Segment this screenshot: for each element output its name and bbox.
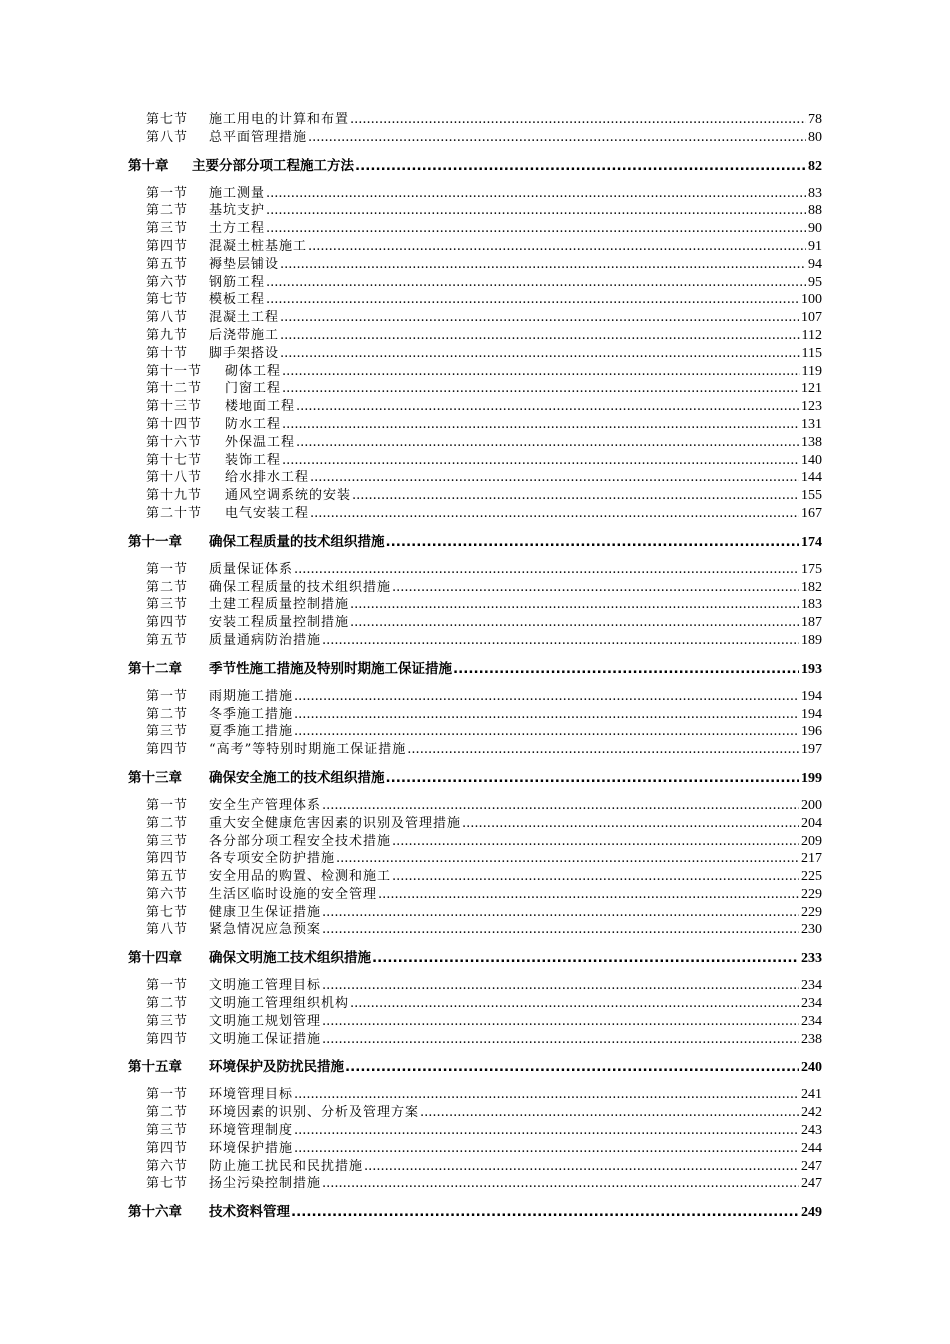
- page-number: 78: [808, 112, 822, 127]
- section-title: 环境管理目标 .....: [209, 1086, 822, 1104]
- section-title: 安全用品的购置、检测和施工 .....: [209, 868, 822, 886]
- toc-section-entry[interactable]: [0, 850, 950, 868]
- toc-section-entry[interactable]: [0, 185, 950, 203]
- page-number: 95: [808, 274, 822, 290]
- page-number: 112: [801, 327, 822, 343]
- section-title: 文明施工保证措施 .....: [209, 1031, 822, 1049]
- toc-section-entry[interactable]: [0, 487, 950, 505]
- section-title: 安全生产管理体系 .....: [209, 797, 822, 815]
- page-number: 247: [801, 1176, 822, 1192]
- section-title: 褥垫层铺设 .....: [209, 256, 822, 274]
- toc-section-entry[interactable]: [0, 1013, 950, 1031]
- section-title: 防水工程 .....: [225, 416, 822, 434]
- toc-section-entry[interactable]: [0, 505, 950, 523]
- section-title: 冬季施工措施 .....: [209, 706, 822, 724]
- chapter-number: 第十五章: [128, 1059, 182, 1076]
- toc-section-entry[interactable]: [0, 1122, 950, 1140]
- page-number: 82: [808, 158, 822, 174]
- section-number: 第十一节: [146, 363, 203, 379]
- table-of-contents: [0, 111, 950, 1231]
- section-number: 第四节: [146, 851, 189, 867]
- page-number: 83: [808, 185, 822, 201]
- section-title: 混凝土工程 .....: [209, 309, 822, 327]
- page-number: 200: [801, 797, 822, 813]
- toc-section-entry[interactable]: [0, 220, 950, 238]
- page-number: 182: [801, 579, 822, 595]
- page-number: 234: [801, 1013, 822, 1029]
- section-number: 第十三节: [146, 399, 203, 415]
- toc-section-entry[interactable]: [0, 921, 950, 939]
- chapter-title: 环境保护及防扰民措施 .....: [209, 1058, 822, 1077]
- toc-section-entry[interactable]: [0, 596, 950, 614]
- chapter-number: 第十四章: [128, 950, 182, 967]
- page-number: 229: [801, 904, 822, 920]
- section-title: 装饰工程 .....: [225, 452, 822, 470]
- page-number: 194: [801, 706, 822, 722]
- section-number: 第三节: [146, 833, 189, 849]
- chapter-title: 确保文明施工技术组织措施 .....: [209, 949, 822, 968]
- section-number: 第一节: [146, 1087, 189, 1103]
- page-number: 94: [808, 256, 822, 272]
- section-title: 扬尘污染控制措施 .....: [209, 1175, 822, 1193]
- section-title: 雨期施工措施 .....: [209, 688, 822, 706]
- toc-section-entry[interactable]: [0, 741, 950, 759]
- section-number: 第二节: [146, 203, 189, 219]
- page-number: 140: [801, 452, 822, 468]
- toc-section-entry[interactable]: [0, 469, 950, 487]
- toc-section-entry[interactable]: [0, 886, 950, 904]
- chapter-title: 技术资料管理 .....: [209, 1203, 822, 1222]
- section-title: 楼地面工程 .....: [225, 398, 822, 416]
- section-title: “高考”等特别时期施工保证措施 .....: [209, 741, 822, 759]
- chapter-number: 第十一章: [128, 533, 182, 550]
- page-number: 80: [808, 129, 822, 145]
- page-number: 91: [808, 238, 822, 254]
- page-number: 187: [801, 615, 822, 631]
- section-title: 环境因素的识别、分析及管理方案 .....: [209, 1104, 822, 1122]
- section-number: 第一节: [146, 688, 189, 704]
- toc-section-entry[interactable]: [0, 995, 950, 1013]
- page-number: 199: [801, 770, 822, 786]
- chapter-number: 第十二章: [128, 660, 182, 677]
- section-number: 第六节: [146, 886, 189, 902]
- page-number: 225: [801, 869, 822, 885]
- toc-section-entry[interactable]: [0, 274, 950, 292]
- section-number: 第二节: [146, 706, 189, 722]
- section-title: 通风空调系统的安装 .....: [225, 487, 822, 505]
- section-title: 土建工程质量控制措施 .....: [209, 596, 822, 614]
- section-title: 土方工程 .....: [209, 220, 822, 238]
- section-number: 第四节: [146, 742, 189, 758]
- section-title: 安装工程质量控制措施 .....: [209, 614, 822, 632]
- section-title: 模板工程 .....: [209, 291, 822, 309]
- chapter-number: 第十章: [128, 157, 169, 174]
- section-title: 质量保证体系 .....: [209, 561, 822, 579]
- toc-chapter-entry[interactable]: [0, 1203, 950, 1222]
- section-title: 文明施工管理目标 .....: [209, 977, 822, 995]
- section-number: 第一节: [146, 185, 189, 201]
- section-title: 生活区临时设施的安全管理 .....: [209, 886, 822, 904]
- page-number: 230: [801, 922, 822, 938]
- section-number: 第十七节: [146, 452, 203, 468]
- page-number: 131: [801, 416, 822, 432]
- section-title: 防止施工扰民和民扰措施 .....: [209, 1158, 822, 1176]
- section-number: 第八节: [146, 922, 189, 938]
- section-number: 第八节: [146, 310, 189, 326]
- toc-section-entry[interactable]: [0, 416, 950, 434]
- toc-section-entry[interactable]: [0, 291, 950, 309]
- section-title: 环境保护措施 .....: [209, 1140, 822, 1158]
- page-number: 244: [801, 1140, 822, 1156]
- toc-chapter-entry[interactable]: [0, 1058, 950, 1077]
- section-title: 施工测量 .....: [209, 185, 822, 203]
- section-number: 第二节: [146, 579, 189, 595]
- page-number: 88: [808, 203, 822, 219]
- chapter-number: 第十六章: [128, 1204, 182, 1221]
- section-number: 第十六节: [146, 434, 203, 450]
- section-title: 钢筋工程 .....: [209, 274, 822, 292]
- section-number: 第七节: [146, 904, 189, 920]
- toc-section-entry[interactable]: [0, 380, 950, 398]
- toc-section-entry[interactable]: [0, 977, 950, 995]
- toc-chapter-entry[interactable]: [0, 949, 950, 968]
- page-number: 138: [801, 434, 822, 450]
- section-title: 门窗工程 .....: [225, 380, 822, 398]
- section-number: 第四节: [146, 1031, 189, 1047]
- section-number: 第十四节: [146, 416, 203, 432]
- page-number: 193: [801, 661, 822, 677]
- page-number: 115: [801, 345, 822, 361]
- section-number: 第九节: [146, 327, 189, 343]
- section-title: 文明施工管理组织机构 .....: [209, 995, 822, 1013]
- page-number: 144: [801, 470, 822, 486]
- page-number: 197: [801, 742, 822, 758]
- section-title: 紧急情况应急预案 .....: [209, 921, 822, 939]
- section-number: 第三节: [146, 221, 189, 237]
- toc-section-entry[interactable]: [0, 797, 950, 815]
- section-number: 第六节: [146, 1158, 189, 1174]
- page-number: 175: [801, 561, 822, 577]
- page-number: 217: [801, 851, 822, 867]
- section-number: 第十九节: [146, 488, 203, 504]
- section-number: 第三节: [146, 597, 189, 613]
- chapter-title: 季节性施工措施及特别时期施工保证措施 .....: [209, 660, 822, 679]
- section-title: 确保工程质量的技术组织措施 .....: [209, 579, 822, 597]
- section-title: 砌体工程 .....: [225, 363, 822, 381]
- section-number: 第二十节: [146, 505, 203, 521]
- page-number: 229: [801, 886, 822, 902]
- toc-section-entry[interactable]: [0, 561, 950, 579]
- chapter-title: 主要分部分项工程施工方法 .....: [192, 157, 822, 176]
- section-title: 质量通病防治措施 .....: [209, 632, 822, 650]
- page-number: 167: [801, 505, 822, 521]
- page-number: 240: [801, 1060, 822, 1076]
- toc-section-entry[interactable]: [0, 202, 950, 220]
- toc-section-entry[interactable]: [0, 706, 950, 724]
- page-number: 241: [801, 1087, 822, 1103]
- section-number: 第三节: [146, 724, 189, 740]
- toc-section-entry[interactable]: [0, 688, 950, 706]
- section-number: 第二节: [146, 996, 189, 1012]
- toc-section-entry[interactable]: [0, 363, 950, 381]
- page-number: 238: [801, 1031, 822, 1047]
- toc-section-entry[interactable]: [0, 256, 950, 274]
- page-number: 194: [801, 688, 822, 704]
- toc-section-entry[interactable]: [0, 833, 950, 851]
- chapter-title: 确保工程质量的技术组织措施 .....: [209, 533, 822, 552]
- section-number: 第一节: [146, 978, 189, 994]
- toc-section-entry[interactable]: [0, 452, 950, 470]
- section-title: 给水排水工程 .....: [225, 469, 822, 487]
- toc-section-entry[interactable]: [0, 111, 950, 129]
- section-title: 基坑支护 .....: [209, 202, 822, 220]
- section-title: 各分部分项工程安全技术措施 .....: [209, 833, 822, 851]
- toc-section-entry[interactable]: [0, 1086, 950, 1104]
- toc-chapter-entry[interactable]: [0, 660, 950, 679]
- section-number: 第十节: [146, 345, 189, 361]
- toc-section-entry[interactable]: [0, 1175, 950, 1193]
- section-title: 脚手架搭设 .....: [209, 345, 822, 363]
- page-number: 100: [801, 292, 822, 308]
- section-number: 第四节: [146, 1140, 189, 1156]
- page-number: 107: [801, 310, 822, 326]
- page-number: 233: [801, 951, 822, 967]
- section-title: 总平面管理措施 .....: [209, 129, 822, 147]
- page-number: 249: [801, 1205, 822, 1221]
- section-number: 第一节: [146, 797, 189, 813]
- section-title: 电气安装工程 .....: [225, 505, 822, 523]
- toc-section-entry[interactable]: [0, 309, 950, 327]
- section-title: 重大安全健康危害因素的识别及管理措施 .....: [209, 815, 822, 833]
- page-number: 189: [801, 632, 822, 648]
- toc-chapter-entry[interactable]: [0, 769, 950, 788]
- toc-section-entry[interactable]: [0, 1031, 950, 1049]
- section-number: 第三节: [146, 1013, 189, 1029]
- section-number: 第一节: [146, 561, 189, 577]
- toc-section-entry[interactable]: [0, 1158, 950, 1176]
- toc-section-entry[interactable]: [0, 129, 950, 147]
- toc-section-entry[interactable]: [0, 614, 950, 632]
- page-number: 121: [801, 381, 822, 397]
- section-number: 第六节: [146, 274, 189, 290]
- page-number: 204: [801, 815, 822, 831]
- toc-section-entry[interactable]: [0, 632, 950, 650]
- section-title: 各专项安全防护措施 .....: [209, 850, 822, 868]
- section-number: 第七节: [146, 1176, 189, 1192]
- page-number: 234: [801, 978, 822, 994]
- section-number: 第五节: [146, 869, 189, 885]
- section-title: 夏季施工措施 .....: [209, 723, 822, 741]
- page-number: 196: [801, 724, 822, 740]
- toc-section-entry[interactable]: [0, 238, 950, 256]
- toc-section-entry[interactable]: [0, 723, 950, 741]
- section-number: 第八节: [146, 129, 189, 145]
- section-number: 第二节: [146, 1105, 189, 1121]
- section-number: 第二节: [146, 815, 189, 831]
- page-number: 247: [801, 1158, 822, 1174]
- toc-section-entry[interactable]: [0, 1104, 950, 1122]
- section-number: 第四节: [146, 238, 189, 254]
- section-number: 第十八节: [146, 470, 203, 486]
- toc-section-entry[interactable]: [0, 327, 950, 345]
- page-number: 183: [801, 597, 822, 613]
- toc-section-entry[interactable]: [0, 904, 950, 922]
- section-number: 第五节: [146, 632, 189, 648]
- page-number: 123: [801, 399, 822, 415]
- toc-section-entry[interactable]: [0, 868, 950, 886]
- section-number: 第五节: [146, 256, 189, 272]
- section-title: 外保温工程 .....: [225, 434, 822, 452]
- chapter-number: 第十三章: [128, 769, 182, 786]
- section-number: 第四节: [146, 615, 189, 631]
- page-number: 119: [801, 363, 822, 379]
- chapter-title: 确保安全施工的技术组织措施 .....: [209, 769, 822, 788]
- toc-section-entry[interactable]: [0, 398, 950, 416]
- page-number: 174: [801, 534, 822, 550]
- toc-section-entry[interactable]: [0, 579, 950, 597]
- toc-chapter-entry[interactable]: [0, 157, 950, 176]
- page-number: 155: [801, 488, 822, 504]
- toc-section-entry[interactable]: [0, 434, 950, 452]
- page-number: 209: [801, 833, 822, 849]
- section-number: 第十二节: [146, 381, 203, 397]
- section-title: 混凝土桩基施工 .....: [209, 238, 822, 256]
- section-number: 第七节: [146, 292, 189, 308]
- toc-section-entry[interactable]: [0, 1140, 950, 1158]
- section-title: 健康卫生保证措施 .....: [209, 904, 822, 922]
- section-title: 环境管理制度 .....: [209, 1122, 822, 1140]
- section-title: 后浇带施工 .....: [209, 327, 822, 345]
- page-number: 234: [801, 996, 822, 1012]
- section-number: 第七节: [146, 112, 189, 127]
- section-title: 文明施工规划管理 .....: [209, 1013, 822, 1031]
- toc-section-entry[interactable]: [0, 815, 950, 833]
- toc-section-entry[interactable]: [0, 345, 950, 363]
- page-number: 243: [801, 1123, 822, 1139]
- page-number: 242: [801, 1105, 822, 1121]
- section-number: 第三节: [146, 1123, 189, 1139]
- page-number: 90: [808, 221, 822, 237]
- section-title: 施工用电的计算和布置 .....: [209, 111, 822, 129]
- toc-chapter-entry[interactable]: [0, 533, 950, 552]
